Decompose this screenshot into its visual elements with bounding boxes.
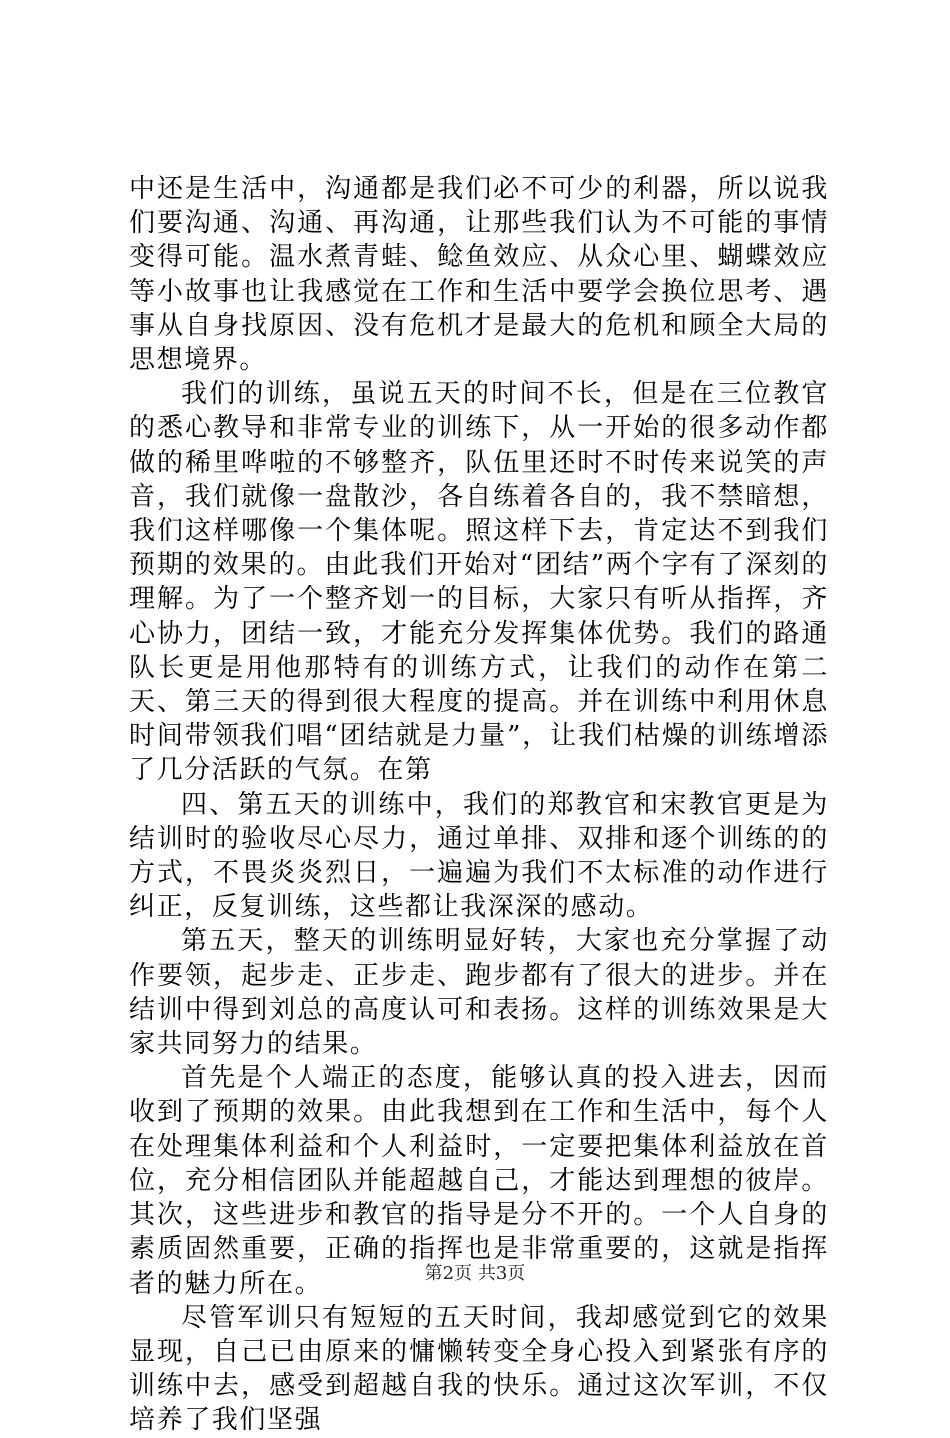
paragraph-continued: 中还是生活中，沟通都是我们必不可少的利器，所以说我们要沟通、沟通、再沟通，让那些我们认为不可能的事情变得可能。温水煮青蛙、鲶鱼效应、从众心里、蝴蝶效应等小故事也让我感觉在工作和生活中要学会换位思考、遇事从自身找原因、没有危机才是最大的危机和顾全大局的思想境界。 <box>129 174 829 376</box>
document-body <box>129 172 829 1438</box>
paragraph-fifth-day: 第五天，整天的训练明显好转，大家也充分掌握了动作要领，起步走、正步走、跑步都有了很大的进步。并在结训中得到刘总的高度认可和表扬。这样的训练效果是大家共同努力的结果。 <box>129 926 829 1060</box>
paragraph-conclusion: 尽管军训只有短短的五天时间，我却感觉到它的效果显现，自己已由原来的慵懒转变全身心投入到紧张有序的训练中去，感受到超越自我的快乐。通过这次军训，不仅培养了我们坚强 <box>129 1302 829 1436</box>
page-number: 第2页 共3页 <box>424 1263 526 1284</box>
paragraph-instructors: 四、第五天的训练中，我们的郑教官和宋教官更是为结训时的验收尽心尽力，通过单排、双排和逐个训练的的方式，不畏炎炎烈日，一遍遍为我们不太标准的动作进行纠正，反复训练，这些都让我深深的感动。 <box>129 789 829 923</box>
paragraph-training: 我们的训练，虽说五天的时间不长，但是在三位教官的悉心教导和非常专业的训练下，从一开始的很多动作都做的稀里哗啦的不够整齐，队伍里还时不时传来说笑的声音，我们就像一盘散沙，各自练着各自的，我不禁暗想，我们这样哪像一个集体呢。照这样下去，肯定达不到我们预期的效果的。由此我们开始对“团结”两个字有了深刻的理解。为了一个整齐划一的目标，大家只有听从指挥，齐心协力，团结一致，才能充分发挥集体优势。我们的路通队长更是用他那特有的训练方式，让我们的动作在第二天、第三天的得到很大程度的提高。并在训练中利用休息时间带领我们唱“团结就是力量”，让我们枯燥的训练增添了几分活跃的气氛。在第 <box>129 379 829 786</box>
paragraph-attitude: 首先是个人端正的态度，能够认真的投入进去，因而收到了预期的效果。由此我想到在工作和生活中，每个人在处理集体利益和个人利益时，一定要把集体利益放在首位，充分相信团队并能超越自己，才能达到理想的彼岸。其次，这些进步和教官的指导是分不开的。一个人自身的素质固然重要，正确的指挥也是非常重要的，这就是指挥者的魅力所在。 <box>129 1063 829 1299</box>
